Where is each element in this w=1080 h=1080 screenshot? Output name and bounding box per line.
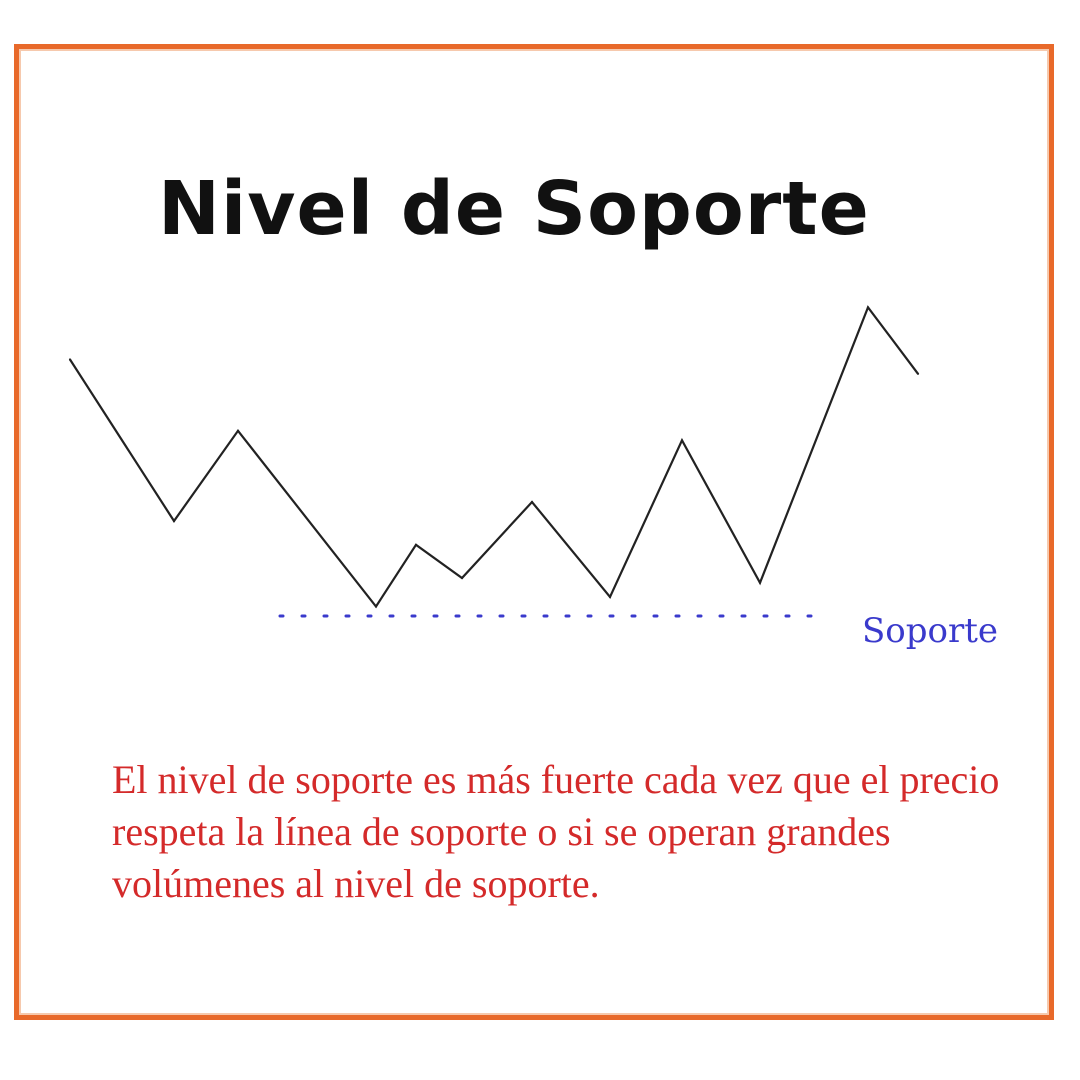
price-point-2 [173,520,175,522]
price-point-3 [237,430,239,432]
price-point-4 [375,605,377,607]
price-line [70,307,918,606]
price-point-9 [681,439,683,441]
price-points [69,306,919,607]
price-point-1 [69,358,71,360]
description-text: El nivel de soporte es más fuerte cada vez que el precio respeta la línea de soporte o si se operan grandes volúmenes al nivel de soporte. [112,757,1000,906]
price-point-5 [415,544,417,546]
support-label: Soporte [862,611,999,651]
price-point-7 [531,501,533,503]
price-point-8 [609,596,611,598]
price-point-12 [917,373,919,375]
price-point-11 [867,306,869,308]
price-point-6 [461,577,463,579]
diagram-title: Nivel de Soporte [158,166,870,252]
price-point-10 [759,582,761,584]
